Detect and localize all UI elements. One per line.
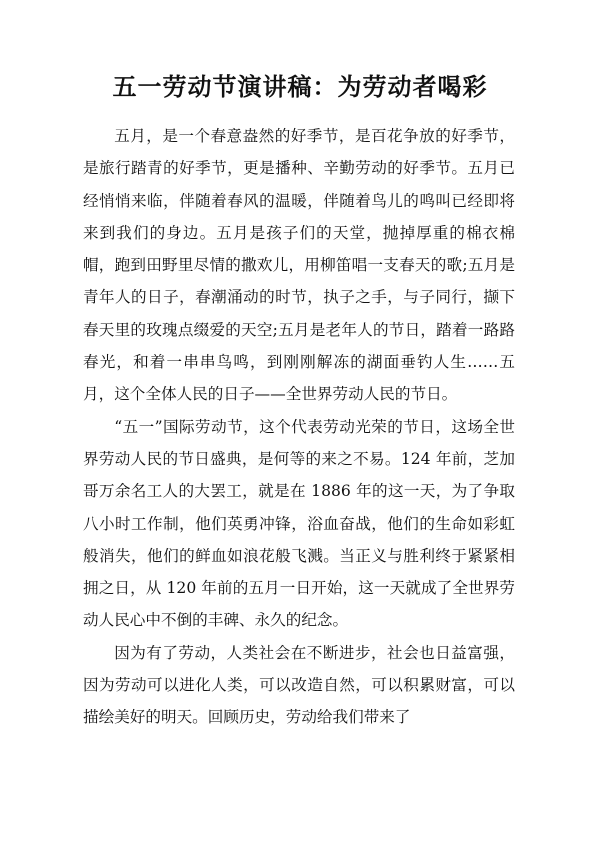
document-body xyxy=(83,120,515,734)
paragraph-3: 因为有了劳动，人类社会在不断进步，社会也日益富强，因为劳动可以进化人类，可以改造自然，可以积累财富，可以描绘美好的明天。回顾历史，劳动给我们带来了 xyxy=(83,643,515,727)
paragraph-1: 五月，是一个春意盎然的好季节，是百花争放的好季节，是旅行踏青的好季节，更是播种、辛勤劳动的好季节。五月已经悄悄来临，伴随着春风的温暖，伴随着鸟儿的鸣叫已经即将来到我们的身边。五月是孩子们的天堂，抛掉厚重的棉衣棉帽，跑到田野里尽情的撒欢儿，用柳笛唱一支春天的歌;五月是青年人的日子，春潮涌动的时节，执子之手，与子同行，撷下春天里的玫瑰点缀爱的天空;五月是老年人的节日，踏着一路路春光，和着一串串鸟鸣，到刚刚解冻的湖面垂钓人生……五月，这个全体人民的日子——全世界劳动人民的节日。 xyxy=(83,127,515,404)
paragraph-2: “五一”国际劳动节，这个代表劳动光荣的节日，这场全世界劳动人民的节日盛典，是何等的来之不易。124 年前，芝加哥万余名工人的大罢工，就是在 1886 年的这一天，为了争取八小时工作制，他们英勇冲锋，浴血奋战，他们的生命如彩虹般消失，他们的鲜血如浪花般飞溅。当正义与胜利终于紧紧相拥之日，从 120 年前的五月一日开始，这一天就成了全世界劳动人民心中不倒的丰碑、永久的纪念。 xyxy=(83,417,515,630)
document-title: 五一劳动节演讲稿：为劳动者喝彩 xyxy=(112,72,488,101)
